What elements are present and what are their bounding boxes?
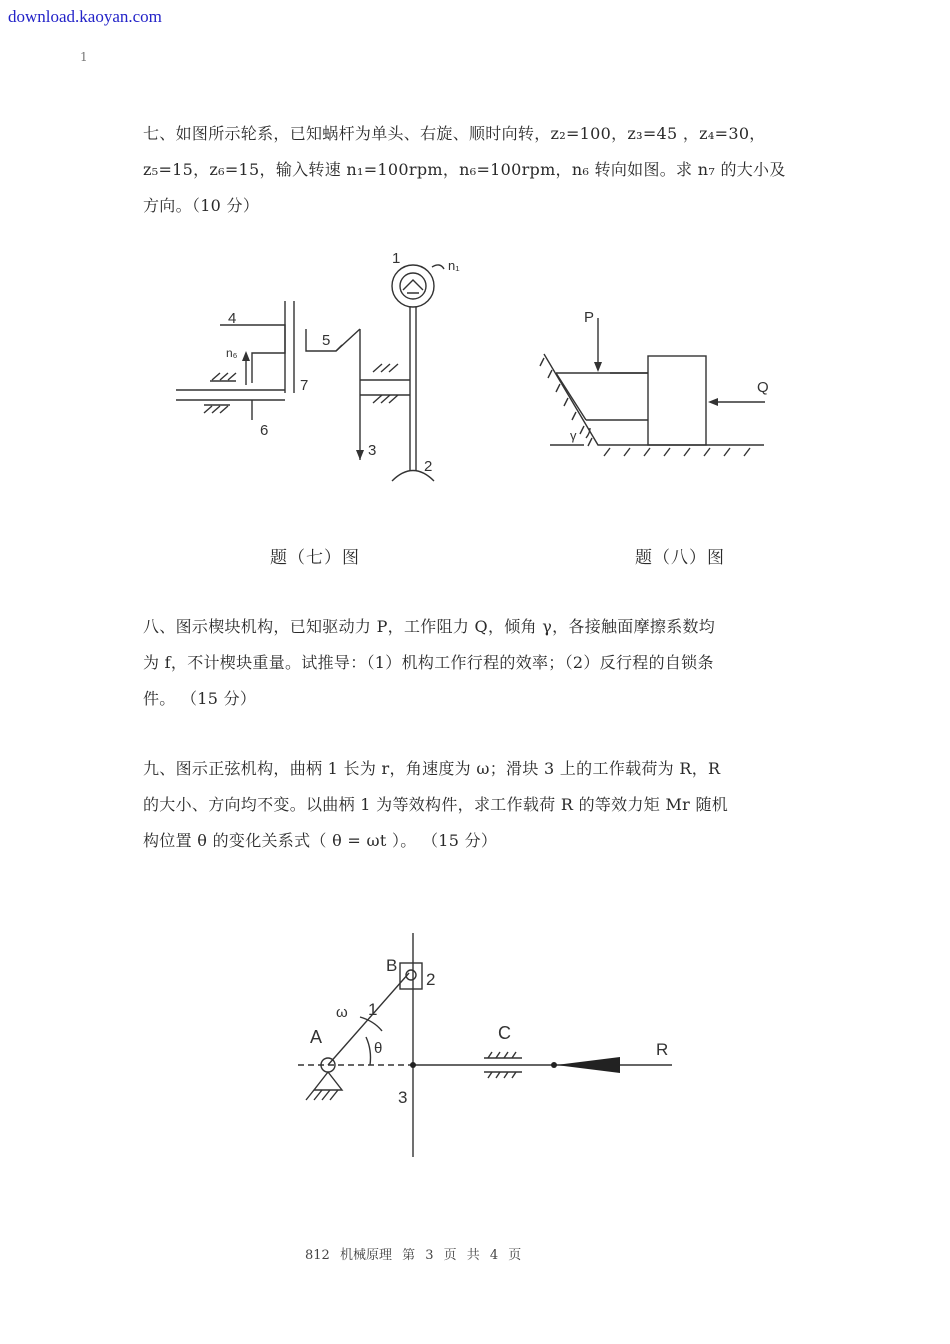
n6-arrow-head [242,351,250,361]
label-gamma: γ [570,428,577,443]
label-b: B [386,956,398,975]
label-p: P [584,309,595,326]
bearing-hatch [204,406,228,413]
label-q: Q [757,379,769,396]
worm-rotation-arrow [432,265,444,269]
ground-support-a [314,1072,342,1090]
label-2: 2 [426,970,436,989]
question-9-line: 构位置 θ 的变化关系式（ θ = ωt ）。 （15 分） [143,831,498,850]
question-8-line: 八、图示楔块机构，已知驱动力 P，工作阻力 Q，倾角 γ，各接触面摩擦系数均 [143,617,716,636]
label-2: 2 [424,458,433,475]
label-c: C [498,1023,511,1043]
wedge-base [544,354,764,445]
question-7-text [143,116,813,224]
question-7-line: 七、如图所示轮系，已知蜗杆为单头、右旋、顺时向转，z₂=100，z₃=45 ，z₄=30， [143,124,766,143]
question-8-text [143,609,813,717]
label-5: 5 [322,332,331,349]
bearing-hatch [212,373,236,380]
question-9-line: 的大小、方向均不变。以曲柄 1 为等效构件，求工作载荷 R 的等效力矩 Mr 随机 [143,795,729,814]
label-n6: n₆ [226,346,238,360]
corner-mark: 1 [80,50,88,64]
gear5-outline [306,329,360,351]
bearing-hatch [373,395,398,403]
label-theta: θ [374,1040,383,1057]
question-8-line: 件。 （15 分） [143,689,257,708]
question-9-text [143,751,813,859]
label-r: R [656,1040,669,1059]
bearing-hatch [373,364,398,372]
slider-block [648,356,706,445]
gear-train-diagram [170,245,470,495]
theta-arc [366,1037,371,1065]
worm-inner-circle [400,273,426,299]
label-4: 4 [228,310,237,327]
p-arrow-head [594,362,602,372]
worm-hatch [403,280,423,293]
wedge-slope [556,373,586,420]
ground-hatch-a [306,1090,338,1100]
wedge-mechanism-diagram [540,300,780,460]
joint-3 [410,1062,416,1068]
label-n1: n₁ [448,258,460,273]
load-r-arrow [556,1057,620,1073]
question-7-line: 方向。（10 分） [143,196,260,215]
label-3: 3 [368,442,377,459]
load-point [551,1062,557,1068]
sine-mechanism-diagram [290,925,690,1165]
label-omega: ω [336,1004,348,1021]
question-8-line: 为 f，不计楔块重量。试推导：（1）机构工作行程的效率；（2）反行程的自锁条 [143,653,714,672]
source-link[interactable]: download.kaoyan.com [8,7,162,26]
figure-7-caption: 题（七）图 [270,548,360,568]
label-7: 7 [300,377,309,394]
figure-8-caption: 题（八）图 [635,548,725,568]
q-arrow-head [708,398,718,406]
label-a: A [310,1027,323,1047]
question-9-line: 九、图示正弦机构，曲柄 1 长为 r，角速度为 ω；滑块 3 上的工作载荷为 R，R [143,759,721,778]
worm-outer-circle [392,265,434,307]
label-3: 3 [398,1088,408,1107]
slider-block-2 [400,963,422,989]
question-7-line: z₅=15，z₆=15，输入转速 n₁=100rpm，n₆=100rpm，n₆ 转向如图。求 n₇ 的大小及 [143,160,786,179]
gear3-arrow-head [356,450,364,460]
gear5-tick [336,345,342,351]
label-1: 1 [392,250,401,267]
page-footer: 812 机械原理 第 3 页 共 4 页 [305,1248,522,1263]
label-1: 1 [368,1000,378,1019]
label-6: 6 [260,422,269,439]
